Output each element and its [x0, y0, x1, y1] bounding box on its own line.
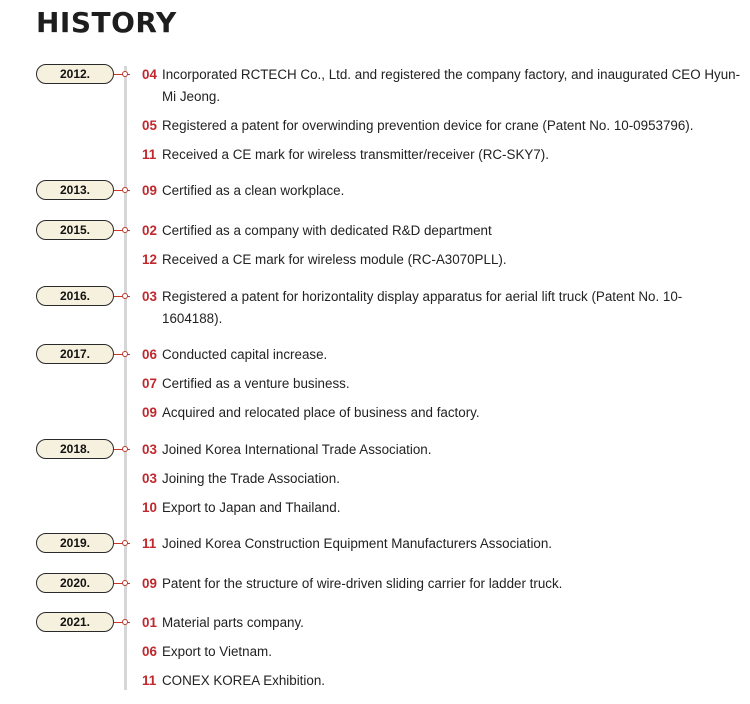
event-item: [142, 144, 742, 166]
event-month: 07: [142, 376, 157, 391]
event-text: Patent for the structure of wire-driven sliding carrier for ladder truck.: [162, 576, 563, 591]
timeline-dot: [122, 227, 128, 233]
event-item: [142, 533, 742, 555]
year-badge: 2019.: [36, 533, 114, 553]
event-item: [142, 115, 742, 137]
event-month: 10: [142, 500, 157, 515]
year-badge: 2012.: [36, 64, 114, 84]
year-badge: 2017.: [36, 344, 114, 364]
timeline-dot: [122, 619, 128, 625]
event-item: [142, 439, 742, 461]
event-item: [142, 612, 742, 634]
event-text: Export to Japan and Thailand.: [162, 500, 341, 515]
event-list: [142, 612, 742, 692]
event-text: CONEX KOREA Exhibition.: [162, 673, 325, 688]
year-badge: 2021.: [36, 612, 114, 632]
event-text: Registered a patent for overwinding prevention device for crane (Patent No. 10-0953796).: [162, 118, 694, 133]
event-month: 09: [142, 183, 157, 198]
event-item: [142, 220, 742, 242]
timeline-dot: [122, 293, 128, 299]
event-item: [142, 344, 742, 366]
event-list: [142, 286, 742, 330]
year-badge: 2018.: [36, 439, 114, 459]
timeline-dot: [122, 540, 128, 546]
event-list: [142, 220, 742, 271]
event-item: [142, 641, 742, 663]
event-month: 06: [142, 347, 157, 362]
event-month: 09: [142, 405, 157, 420]
timeline-dot: [122, 580, 128, 586]
event-text: Incorporated RCTECH Co., Ltd. and registered the company factory, and inaugurated CEO Hyun-Mi Jeong.: [162, 67, 741, 104]
timeline-dot: [122, 187, 128, 193]
event-text: Certified as a venture business.: [162, 376, 350, 391]
timeline-dot: [122, 71, 128, 77]
event-list: [142, 439, 742, 519]
event-month: 04: [142, 67, 157, 82]
event-text: Received a CE mark for wireless module (RC-A3070PLL).: [162, 252, 507, 267]
event-month: 11: [142, 147, 157, 162]
event-month: 03: [142, 442, 157, 457]
event-item: [142, 573, 742, 595]
event-list: [142, 344, 742, 424]
year-badge: 2015.: [36, 220, 114, 240]
event-text: Export to Vietnam.: [162, 644, 272, 659]
event-month: 11: [142, 536, 157, 551]
event-text: Joining the Trade Association.: [162, 471, 340, 486]
event-month: 03: [142, 289, 157, 304]
event-item: [142, 180, 742, 202]
timeline-line: [124, 66, 127, 690]
year-badge: 2016.: [36, 286, 114, 306]
event-text: Conducted capital increase.: [162, 347, 328, 362]
event-month: 01: [142, 615, 157, 630]
event-item: [142, 497, 742, 519]
event-item: [142, 468, 742, 490]
event-month: 05: [142, 118, 157, 133]
event-item: [142, 373, 742, 395]
year-badge: 2013.: [36, 180, 114, 200]
event-month: 02: [142, 223, 157, 238]
event-month: 09: [142, 576, 157, 591]
event-text: Registered a patent for horizontality display apparatus for aerial lift truck (Patent No. 10-1604188).: [162, 289, 683, 326]
event-text: Acquired and relocated place of business and factory.: [162, 405, 480, 420]
event-text: Material parts company.: [162, 615, 304, 630]
event-text: Joined Korea Construction Equipment Manufacturers Association.: [162, 536, 553, 551]
timeline-dot: [122, 351, 128, 357]
event-list: [142, 573, 742, 595]
event-month: 06: [142, 644, 157, 659]
page-title: HISTORY: [36, 6, 177, 39]
event-item: [142, 64, 742, 108]
event-month: 11: [142, 673, 157, 688]
event-month: 12: [142, 252, 157, 267]
event-text: Received a CE mark for wireless transmitter/receiver (RC-SKY7).: [162, 147, 549, 162]
event-month: 03: [142, 471, 157, 486]
year-badge: 2020.: [36, 573, 114, 593]
event-item: [142, 402, 742, 424]
event-list: [142, 533, 742, 555]
event-item: [142, 670, 742, 692]
event-text: Certified as a company with dedicated R&D department: [162, 223, 492, 238]
event-list: [142, 64, 742, 166]
event-list: [142, 180, 742, 202]
event-item: [142, 286, 742, 330]
event-text: Certified as a clean workplace.: [162, 183, 345, 198]
event-item: [142, 249, 742, 271]
event-text: Joined Korea International Trade Association.: [162, 442, 432, 457]
timeline-dot: [122, 446, 128, 452]
